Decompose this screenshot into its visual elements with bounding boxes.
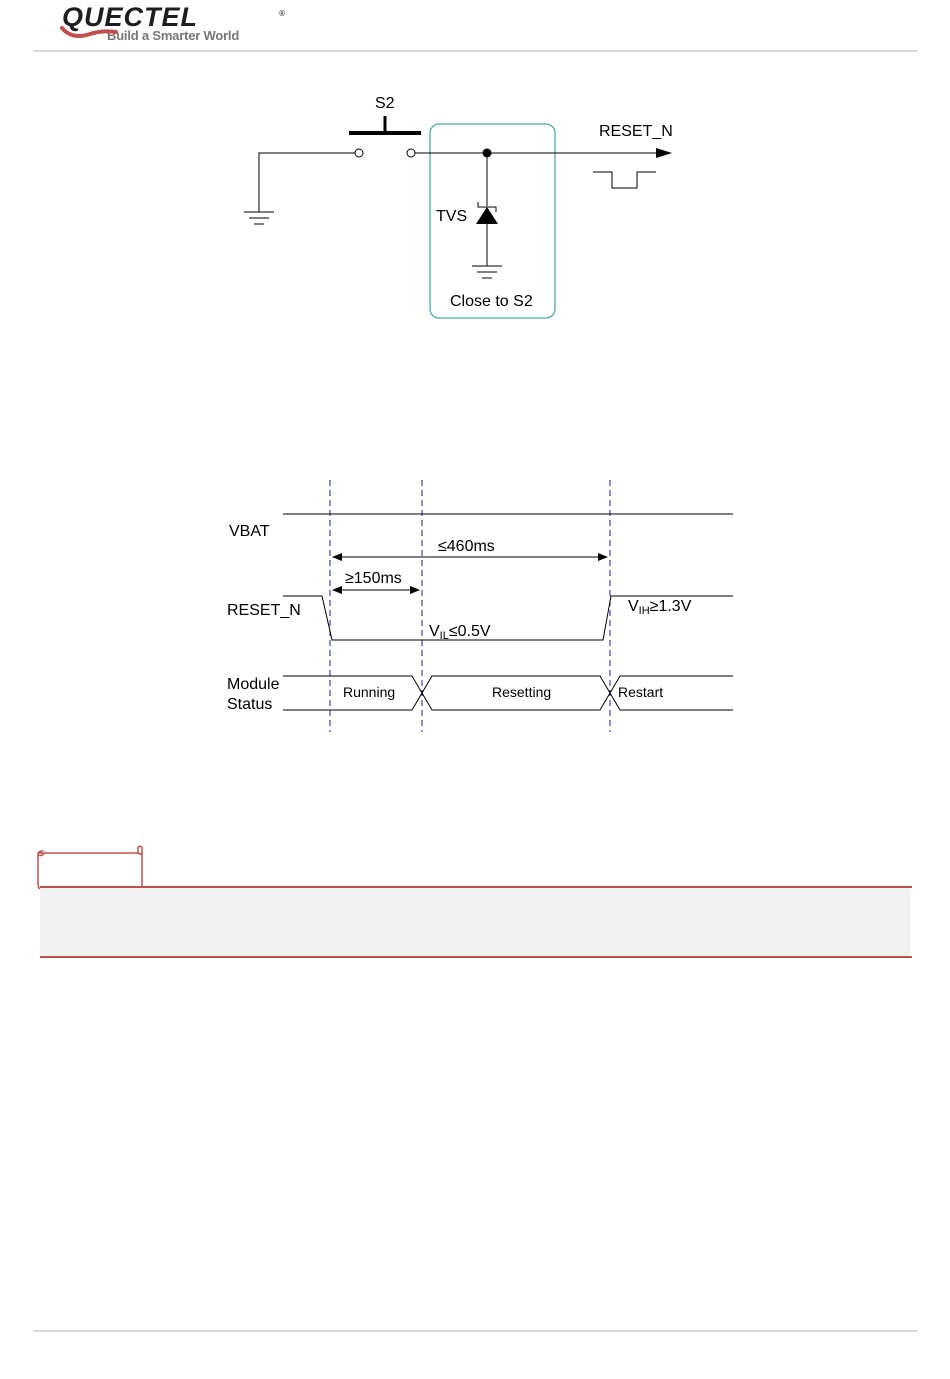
close-to-label: Close to S2 [450,293,533,310]
switch-label: S2 [375,95,395,112]
module-label: Module [227,676,280,693]
note-top-rule [40,886,912,888]
switch-terminal-right [407,149,415,157]
reset-signal-label: RESET_N [599,123,673,140]
reset-n-label: RESET_N [227,602,301,619]
reset-timing-diagram [0,470,950,750]
state-resetting: Resetting [492,684,552,700]
status-label: Status [227,696,273,713]
vih-label: VIH≥1.3V [628,598,692,617]
reset-circuit-diagram [0,0,950,340]
tvs-diode-icon [476,207,498,224]
note-bottom-rule [40,956,912,958]
vbat-label: VBAT [229,523,270,540]
vil-label: VIL≤0.5V [429,623,491,642]
registered-mark: ® [278,9,286,18]
switch-terminal-left [355,149,363,157]
state-restart: Restart [618,684,664,700]
reset-arrow-icon [656,148,672,158]
quectel-logo: QUECTEL [62,2,199,32]
state-running: Running [343,684,396,700]
pulse-icon [593,172,656,188]
duration-short: ≥150ms [345,570,402,587]
logo-tagline: Build a Smarter World [107,28,240,43]
note-panel [40,887,910,957]
footer-divider [33,1330,918,1332]
tvs-label: TVS [436,208,468,225]
left-wire [259,153,356,212]
duration-long: ≤460ms [438,538,495,555]
